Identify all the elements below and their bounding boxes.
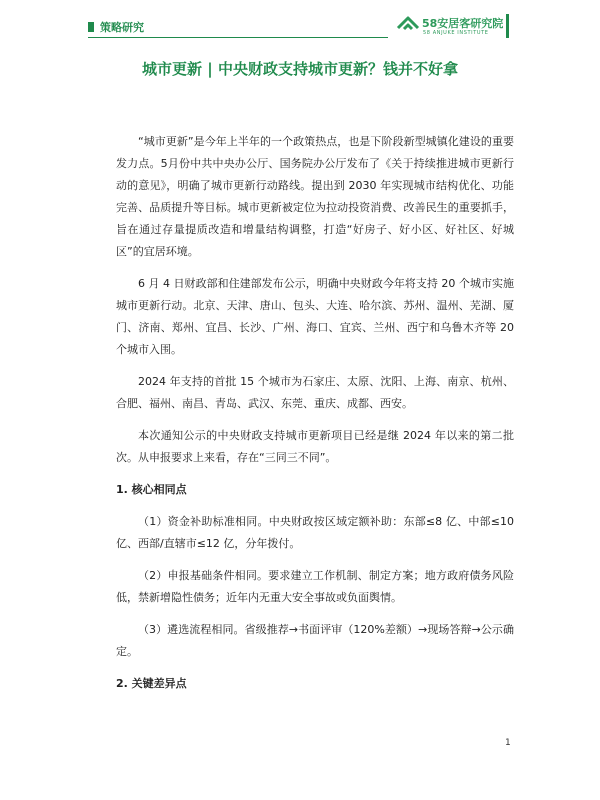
paragraph: 6 月 4 日财政部和住建部发布公示，明确中央财政今年将支持 20 个城市实施城市更新行动。北京、天津、唐山、包头、大连、哈尔滨、苏州、温州、芜湖、厦门、济南、郑州、宜昌、长沙、广州、海口、宜宾、兰州、西宁和乌鲁木齐等 20 个城市入围。 bbox=[116, 277, 514, 356]
house-logo-icon bbox=[396, 16, 420, 36]
list-item: （2）申报基础条件相同。要求建立工作机制、制定方案；地方政府债务风险低，禁新增隐性债务；近年内无重大安全事故或负面舆情。 bbox=[116, 569, 514, 604]
article-title: 城市更新 | 中央财政支持城市更新？钱并不好拿 bbox=[142, 60, 458, 78]
article-body bbox=[116, 131, 514, 705]
section-heading: 2. 关键差异点 bbox=[116, 677, 187, 690]
header-rule bbox=[88, 37, 388, 38]
header-accent-bar bbox=[506, 14, 509, 38]
list-item: （3）遴选流程相同。省级推荐→书面评审（120%差额）→现场答辩→公示确定。 bbox=[116, 623, 514, 658]
institute-logo bbox=[396, 14, 506, 42]
section-heading: 1. 核心相同点 bbox=[116, 483, 187, 496]
section-marker bbox=[88, 22, 94, 32]
page-number: 1 bbox=[505, 738, 511, 748]
section-label: 策略研究 bbox=[100, 21, 144, 34]
logo-subtitle: 58 ANJUKE INSTITUTE bbox=[423, 30, 489, 36]
logo-name: 58安居客研究院 bbox=[422, 17, 504, 30]
list-item: （1）资金补助标准相同。中央财政按区域定额补助：东部≤8 亿、中部≤10 亿、西部/直辖市≤12 亿，分年拨付。 bbox=[116, 515, 514, 550]
page-header bbox=[0, 0, 600, 48]
paragraph: 2024 年支持的首批 15 个城市为石家庄、太原、沈阳、上海、南京、杭州、合肥、福州、南昌、青岛、武汉、东莞、重庆、成都、西安。 bbox=[116, 375, 514, 410]
paragraph: “城市更新”是今年上半年的一个政策热点，也是下阶段新型城镇化建设的重要发力点。5月份中共中央办公厅、国务院办公厅发布了《关于持续推进城市更新行动的意见》，明确了城市更新行动路线。提出到 2030 年实现城市结构优化、功能完善、品质提升等目标。城市更新被定位为拉动投资消费、改善民生的重要抓手，旨在通过存量提质改造和增量结构调整，打造“好房子、好小区、好社区、好城区”的宜居环境。 bbox=[116, 135, 514, 258]
paragraph: 本次通知公示的中央财政支持城市更新项目已经是继 2024 年以来的第二批次。从申报要求上来看，存在“三同三不同”。 bbox=[116, 429, 514, 464]
